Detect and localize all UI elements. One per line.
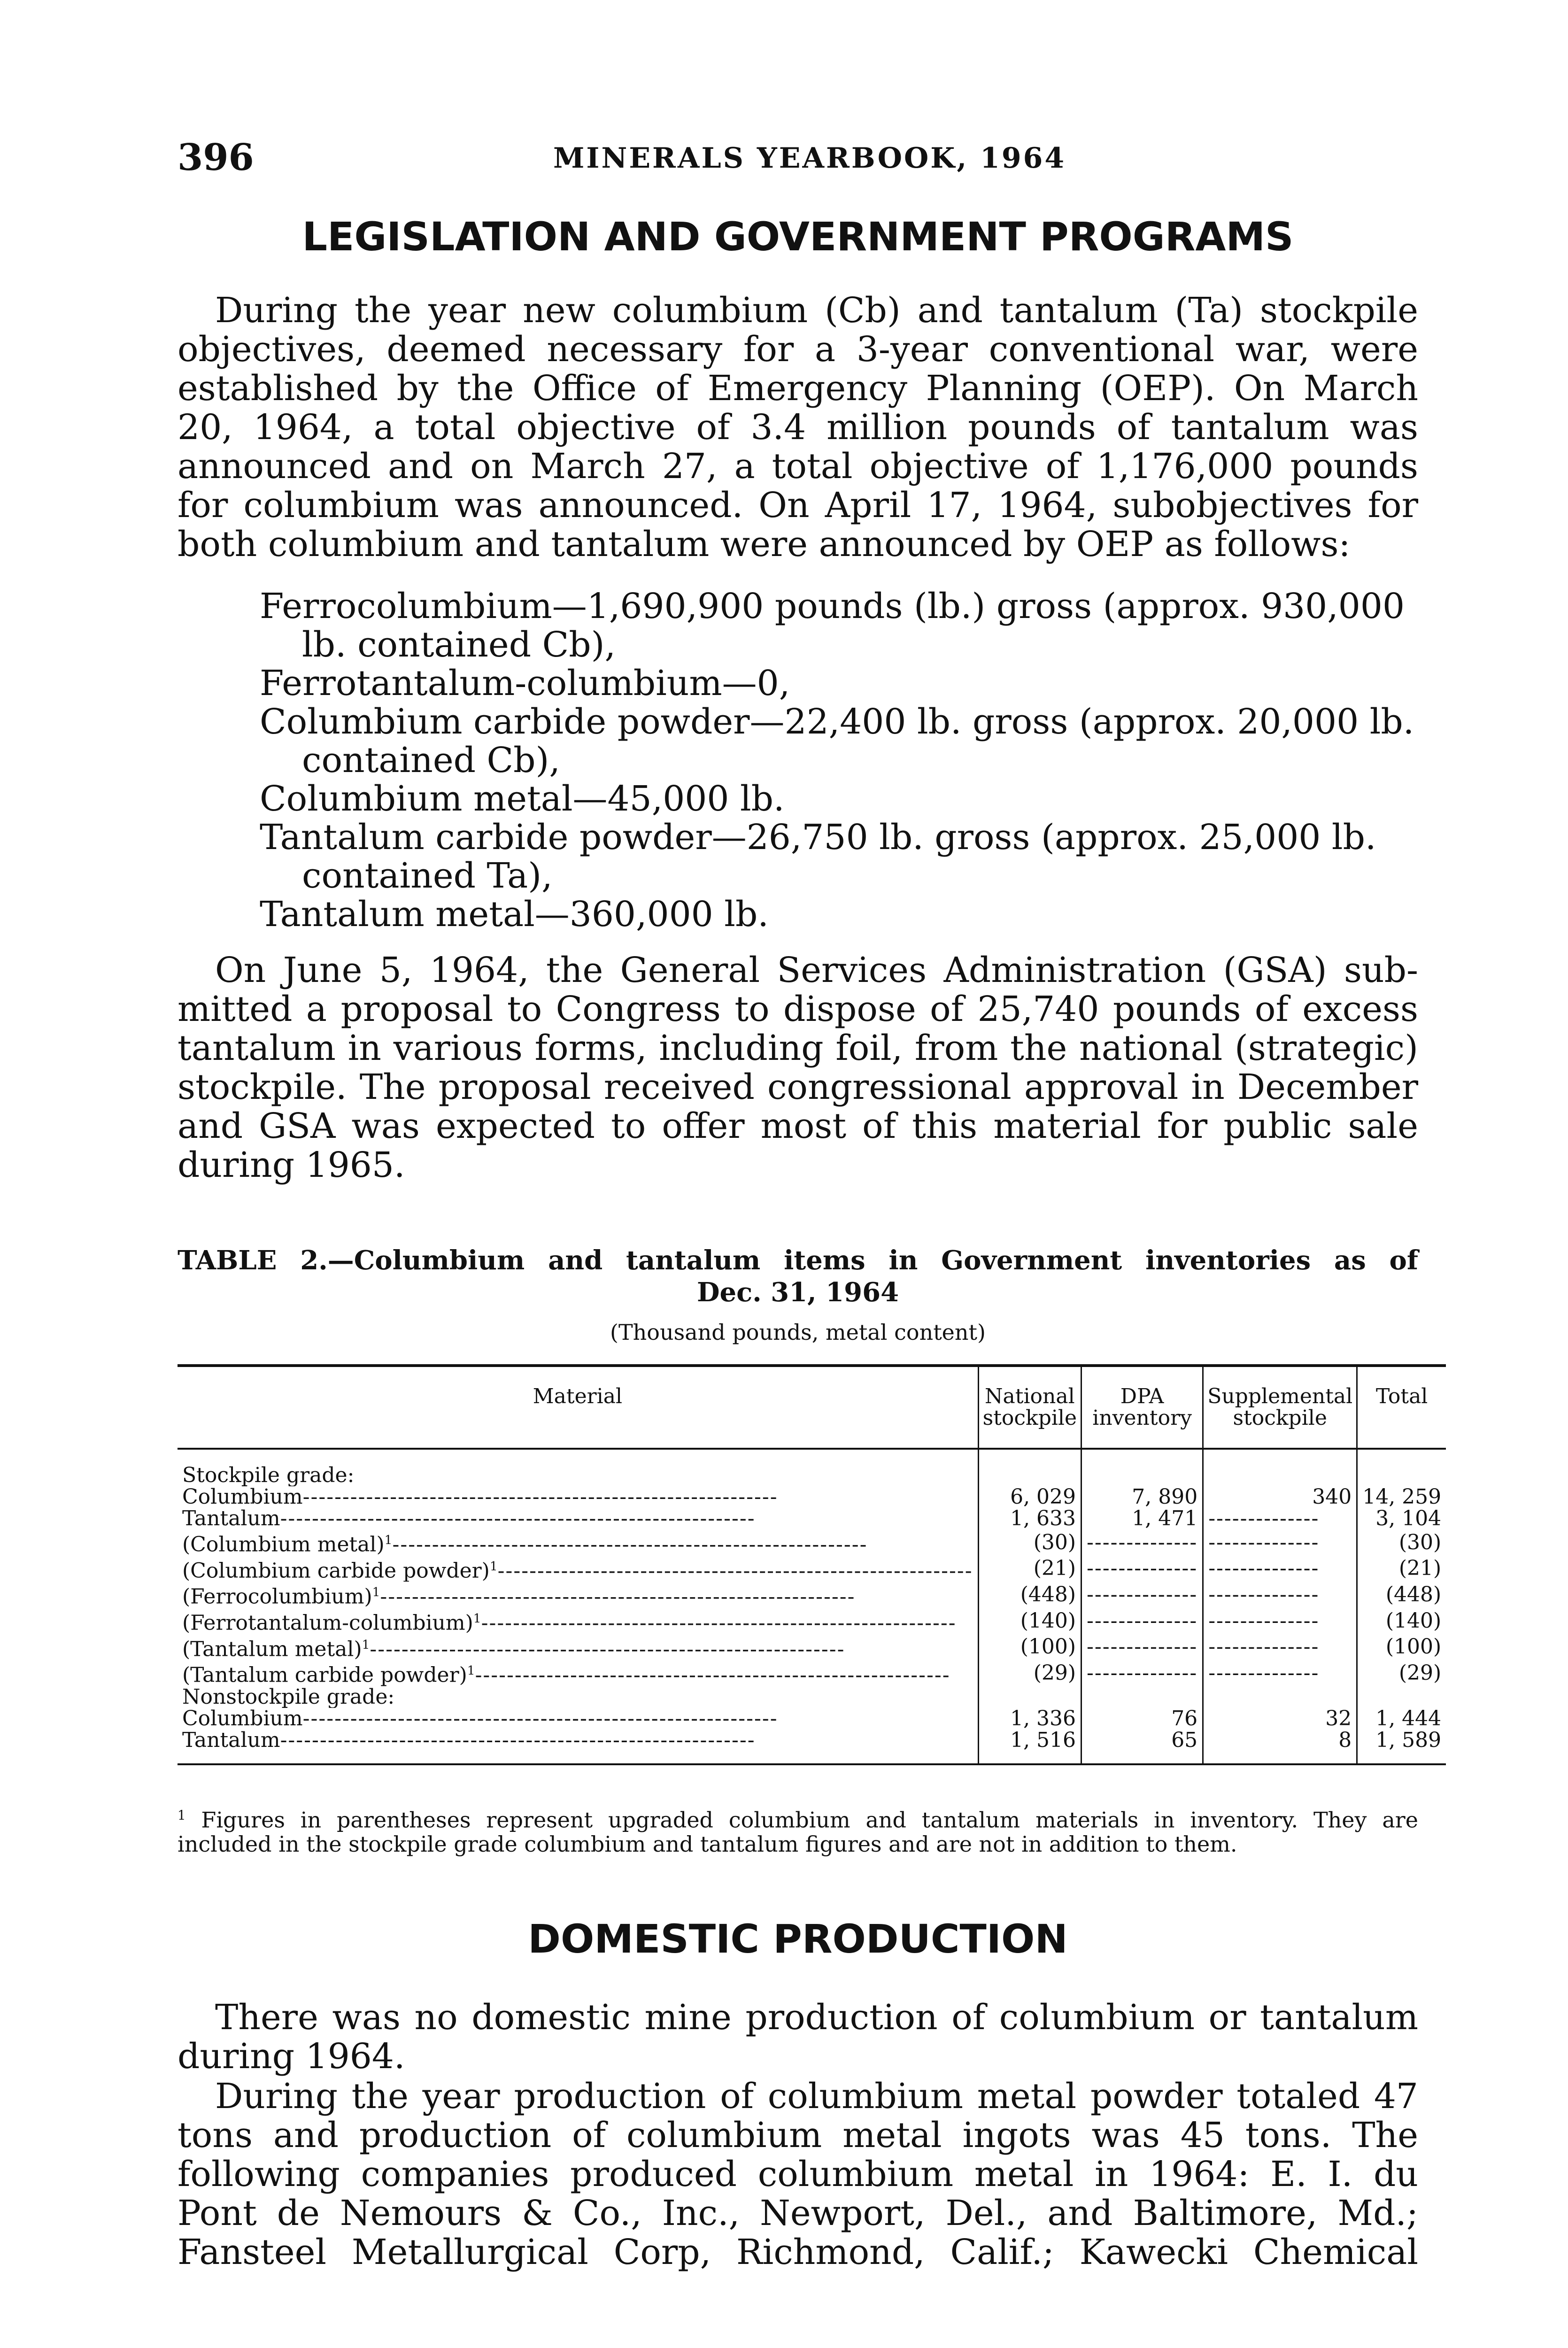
- cell-value: 1, 589: [1375, 1728, 1442, 1752]
- cell-national: [978, 1582, 1081, 1608]
- cell-value: 340: [1312, 1485, 1352, 1509]
- text-line: On June 5, 1964, the General Services Administration (GSA) sub-: [215, 950, 1418, 990]
- cell-supplemental: [1203, 1608, 1357, 1634]
- cell-national: [978, 1634, 1081, 1661]
- item-text: Columbium metal—45,000 lb.: [260, 779, 785, 819]
- cell-total: [1357, 1730, 1446, 1764]
- cell-national: [978, 1660, 1081, 1686]
- list-item: [260, 587, 1420, 664]
- item-text: Tantalum metal—360,000 lb.: [260, 894, 769, 935]
- table-caption: [178, 1244, 1418, 1308]
- material-name: (Tantalum metal): [182, 1637, 362, 1661]
- footnote-ref: 1: [473, 1611, 481, 1626]
- table-caption-line: Dec. 31, 1964: [696, 1277, 899, 1308]
- cell-value: (21): [1398, 1556, 1442, 1581]
- cell-value: 8: [1338, 1728, 1352, 1752]
- leader-dots: ------------------------------------------------------------: [380, 1584, 856, 1608]
- paragraph-mine-production: [178, 1998, 1418, 2076]
- header-text: DPA: [1120, 1384, 1164, 1408]
- column-header-dpa: [1081, 1366, 1203, 1449]
- cell-dpa: [1081, 1708, 1203, 1730]
- material-name: (Ferrocolumbium): [182, 1584, 372, 1608]
- footnote-ref: 1: [489, 1559, 498, 1574]
- column-header-material: [178, 1366, 978, 1449]
- cell-material: [178, 1730, 978, 1764]
- empty-leader: --------------: [1208, 1661, 1320, 1685]
- material-name: (Tantalum carbide powder): [182, 1663, 467, 1686]
- running-title: MINERALS YEARBOOK, 1964: [553, 142, 1066, 175]
- material-name: Columbium: [182, 1486, 303, 1508]
- cell-value: 1, 444: [1375, 1706, 1442, 1730]
- column-header-national: [978, 1366, 1081, 1449]
- paragraph-gsa-disposal: [178, 951, 1418, 1185]
- cell-value: (30): [1033, 1530, 1076, 1554]
- cell-dpa: [1081, 1556, 1203, 1582]
- cell-value: 1, 516: [1010, 1728, 1076, 1752]
- cell-dpa: [1081, 1730, 1203, 1764]
- cell-total: [1357, 1708, 1446, 1730]
- table-row: [178, 1730, 1446, 1764]
- cell-dpa: [1081, 1686, 1203, 1708]
- leader-dots: ------------------------------------------------------------: [302, 1486, 778, 1508]
- cell-value: 1, 471: [1132, 1506, 1198, 1530]
- cell-supplemental: [1203, 1582, 1357, 1608]
- material-name: (Ferrotantalum-columbium): [182, 1611, 473, 1634]
- cell-value: 65: [1171, 1728, 1198, 1752]
- text-line: announced and on March 27, a total objective of 1,176,000 pounds: [178, 446, 1418, 487]
- leader-dots: ------------------------------------------------------------: [497, 1559, 973, 1582]
- text-line: During the year new columbium (Cb) and tantalum (Ta) stockpile: [215, 290, 1418, 331]
- page-number: 396: [178, 136, 254, 179]
- table-header-row: [178, 1366, 1446, 1449]
- table-row: [178, 1556, 1446, 1582]
- text-line: during 1964.: [178, 2036, 405, 2077]
- cell-value: 7, 890: [1132, 1485, 1198, 1509]
- material-name: Nonstockpile grade:: [182, 1686, 395, 1708]
- cell-value: (140): [1020, 1608, 1076, 1633]
- header-text: Supplemental: [1207, 1384, 1353, 1408]
- cell-material: [178, 1660, 978, 1686]
- cell-dpa: [1081, 1486, 1203, 1508]
- cell-national: [978, 1686, 1081, 1708]
- table-group-row: [178, 1686, 1446, 1708]
- cell-total: [1357, 1608, 1446, 1634]
- table-row: [178, 1582, 1446, 1608]
- material-name: Stockpile grade:: [182, 1465, 355, 1486]
- material-name: Tantalum: [182, 1729, 280, 1752]
- item-continuation: lb. contained Cb),: [302, 625, 616, 665]
- cell-supplemental: [1203, 1708, 1357, 1730]
- empty-leader: --------------: [1087, 1530, 1198, 1554]
- text-line: During the year production of columbium metal powder totaled 47: [215, 2076, 1418, 2116]
- leader-dots: ------------------------------------------------------------: [475, 1663, 950, 1686]
- text-line: established by the Office of Emergency Planning (OEP). On March: [178, 368, 1418, 409]
- list-item: [260, 664, 1420, 703]
- leader-dots: ------------------------------------------------------------: [280, 1729, 756, 1752]
- cell-total: [1357, 1465, 1446, 1486]
- cell-material: [178, 1508, 978, 1529]
- item-text: Tantalum carbide powder—26,750 lb. gross (approx. 25,000 lb.: [260, 817, 1376, 857]
- table-footnote: [178, 1803, 1418, 1856]
- list-item: [260, 818, 1420, 895]
- empty-leader: --------------: [1208, 1506, 1320, 1530]
- cell-dpa: [1081, 1465, 1203, 1486]
- leader-dots: ------------------------------------------------------------: [280, 1508, 756, 1529]
- empty-leader: --------------: [1087, 1661, 1198, 1685]
- cell-total: [1357, 1660, 1446, 1686]
- paragraph-stockpile-objectives: [178, 291, 1418, 564]
- cell-dpa: [1081, 1529, 1203, 1556]
- text-line: mitted a proposal to Congress to dispose of 25,740 pounds of excess: [178, 989, 1418, 1029]
- table-row: [178, 1660, 1446, 1686]
- text-line: during 1965.: [178, 1145, 405, 1185]
- text-line: Pont de Nemours & Co., Inc., Newport, Del., and Baltimore, Md.;: [178, 2193, 1418, 2233]
- cell-material: [178, 1465, 978, 1486]
- text-line: for columbium was announced. On April 17, 1964, subobjectives for: [178, 485, 1418, 525]
- cell-dpa: [1081, 1660, 1203, 1686]
- cell-national: [978, 1465, 1081, 1486]
- cell-value: (29): [1033, 1661, 1076, 1685]
- spacer-cell: [1081, 1449, 1203, 1465]
- cell-total: [1357, 1508, 1446, 1529]
- table-caption-line: TABLE 2.—Columbium and tantalum items in Government inventories as of: [178, 1245, 1418, 1276]
- table-units: (Thousand pounds, metal content): [610, 1320, 986, 1345]
- empty-leader: --------------: [1208, 1635, 1320, 1659]
- cell-value: (100): [1020, 1635, 1076, 1659]
- cell-national: [978, 1608, 1081, 1634]
- table-group-row: [178, 1465, 1446, 1486]
- list-item: [260, 895, 1420, 934]
- footnote-line: included in the stockpile grade columbium and tantalum figures and are not in addition to them.: [178, 1831, 1237, 1857]
- spacer-cell: [1357, 1449, 1446, 1465]
- cell-supplemental: [1203, 1660, 1357, 1686]
- item-continuation: contained Cb),: [302, 740, 560, 780]
- cell-value: (448): [1385, 1583, 1442, 1607]
- footnote-ref: 1: [362, 1637, 370, 1652]
- header-text: inventory: [1092, 1406, 1192, 1430]
- item-text: Ferrotantalum-columbium—0,: [260, 663, 790, 703]
- cell-value: 32: [1325, 1706, 1352, 1730]
- material-name: Columbium: [182, 1707, 303, 1730]
- footnote-ref: 1: [467, 1663, 475, 1678]
- running-header: [178, 136, 1418, 183]
- cell-material: [178, 1708, 978, 1730]
- text-line: 20, 1964, a total objective of 3.4 million pounds of tantalum was: [178, 407, 1418, 448]
- leader-dots: ------------------------------------------------------------: [370, 1637, 845, 1661]
- cell-material: [178, 1686, 978, 1708]
- cell-value: (448): [1020, 1583, 1076, 1607]
- list-item: [260, 780, 1420, 818]
- header-text: Total: [1375, 1384, 1428, 1408]
- inventory-table: [178, 1364, 1446, 1765]
- leader-dots: ------------------------------------------------------------: [481, 1611, 957, 1634]
- cell-national: [978, 1529, 1081, 1556]
- table-row: [178, 1634, 1446, 1661]
- cell-material: [178, 1529, 978, 1556]
- empty-leader: --------------: [1208, 1530, 1320, 1554]
- text-line: tantalum in various forms, including foil, from the national (strategic): [178, 1028, 1418, 1068]
- footnote-line: [178, 1803, 1418, 1832]
- cell-supplemental: [1203, 1508, 1357, 1529]
- material-name: Tantalum: [182, 1508, 280, 1529]
- text-line: following companies produced columbium metal in 1964: E. I. du: [178, 2154, 1418, 2194]
- header-text: stockpile: [982, 1406, 1077, 1430]
- header-text: stockpile: [1233, 1406, 1327, 1430]
- cell-dpa: [1081, 1634, 1203, 1661]
- cell-supplemental: [1203, 1686, 1357, 1708]
- subobjectives-list: [260, 587, 1420, 934]
- cell-national: [978, 1486, 1081, 1508]
- cell-national: [978, 1556, 1081, 1582]
- cell-value: 1, 633: [1010, 1506, 1076, 1530]
- cell-total: [1357, 1486, 1446, 1508]
- header-text: Material: [533, 1384, 623, 1408]
- section-heading-domestic-production: DOMESTIC PRODUCTION: [528, 1916, 1068, 1962]
- text-line: objectives, deemed necessary for a 3-year conventional war, were: [178, 329, 1418, 370]
- cell-national: [978, 1708, 1081, 1730]
- item-text: Ferrocolumbium—1,690,900 pounds (lb.) gross (approx. 930,000: [260, 586, 1405, 626]
- cell-total: [1357, 1634, 1446, 1661]
- cell-value: 14, 259: [1362, 1485, 1442, 1509]
- cell-supplemental: [1203, 1556, 1357, 1582]
- cell-dpa: [1081, 1608, 1203, 1634]
- material-name: (Columbium carbide powder): [182, 1559, 490, 1582]
- table-spacer-row: [178, 1449, 1446, 1465]
- cell-dpa: [1081, 1582, 1203, 1608]
- text-line: stockpile. The proposal received congressional approval in December: [178, 1067, 1418, 1107]
- cell-material: [178, 1486, 978, 1508]
- spacer-cell: [178, 1449, 978, 1465]
- spacer-cell: [978, 1449, 1081, 1465]
- section-heading-legislation: LEGISLATION AND GOVERNMENT PROGRAMS: [302, 214, 1294, 260]
- cell-total: [1357, 1582, 1446, 1608]
- cell-value: 76: [1171, 1706, 1198, 1730]
- footnote-mark: 1: [178, 1807, 186, 1823]
- text-line: tons and production of columbium metal ingots was 45 tons. The: [178, 2115, 1418, 2155]
- table-row: [178, 1529, 1446, 1556]
- cell-value: (30): [1398, 1530, 1442, 1554]
- cell-supplemental: [1203, 1634, 1357, 1661]
- list-item: [260, 703, 1420, 780]
- cell-supplemental: [1203, 1465, 1357, 1486]
- empty-leader: --------------: [1208, 1556, 1320, 1581]
- table-row: [178, 1608, 1446, 1634]
- column-header-supplemental: [1203, 1366, 1357, 1449]
- leader-dots: ------------------------------------------------------------: [302, 1707, 778, 1730]
- cell-national: [978, 1508, 1081, 1529]
- leader-dots: ------------------------------------------------------------: [392, 1532, 868, 1556]
- cell-value: (140): [1385, 1608, 1442, 1633]
- cell-value: (100): [1385, 1635, 1442, 1659]
- table-row: [178, 1486, 1446, 1508]
- column-header-total: [1357, 1366, 1446, 1449]
- text-line: and GSA was expected to offer most of this material for public sale: [178, 1106, 1418, 1146]
- footnote-ref: 1: [384, 1533, 393, 1547]
- footnote-text: Figures in parentheses represent upgraded columbium and tantalum materials in inventory. They are: [201, 1807, 1418, 1833]
- cell-dpa: [1081, 1508, 1203, 1529]
- spacer-cell: [1203, 1449, 1357, 1465]
- cell-material: [178, 1608, 978, 1634]
- empty-leader: --------------: [1087, 1583, 1198, 1607]
- item-text: Columbium carbide powder—22,400 lb. gross (approx. 20,000 lb.: [260, 702, 1414, 742]
- table-row: [178, 1708, 1446, 1730]
- cell-total: [1357, 1686, 1446, 1708]
- cell-national: [978, 1730, 1081, 1764]
- material-name: (Columbium metal): [182, 1532, 385, 1556]
- cell-total: [1357, 1529, 1446, 1556]
- cell-material: [178, 1634, 978, 1661]
- empty-leader: --------------: [1087, 1635, 1198, 1659]
- header-text: National: [985, 1384, 1075, 1408]
- cell-material: [178, 1556, 978, 1582]
- text-line: both columbium and tantalum were announced by OEP as follows:: [178, 524, 1351, 564]
- cell-supplemental: [1203, 1730, 1357, 1764]
- cell-material: [178, 1582, 978, 1608]
- empty-leader: --------------: [1208, 1583, 1320, 1607]
- paragraph-metal-production: [178, 2077, 1418, 2272]
- footnote-ref: 1: [372, 1585, 380, 1600]
- empty-leader: --------------: [1087, 1556, 1198, 1581]
- cell-supplemental: [1203, 1529, 1357, 1556]
- text-line: Fansteel Metallurgical Corp, Richmond, Calif.; Kawecki Chemical: [178, 2232, 1418, 2272]
- item-continuation: contained Ta),: [302, 856, 553, 896]
- cell-supplemental: [1203, 1486, 1357, 1508]
- cell-value: 3, 104: [1375, 1506, 1442, 1530]
- cell-value: (21): [1033, 1556, 1076, 1581]
- empty-leader: --------------: [1087, 1608, 1198, 1633]
- cell-value: (29): [1398, 1661, 1442, 1685]
- empty-leader: --------------: [1208, 1608, 1320, 1633]
- cell-value: 1, 336: [1010, 1706, 1076, 1730]
- table-body: [178, 1449, 1446, 1764]
- cell-value: 6, 029: [1010, 1485, 1076, 1509]
- cell-total: [1357, 1556, 1446, 1582]
- text-line: There was no domestic mine production of columbium or tantalum: [215, 1997, 1418, 2038]
- table-row: [178, 1508, 1446, 1529]
